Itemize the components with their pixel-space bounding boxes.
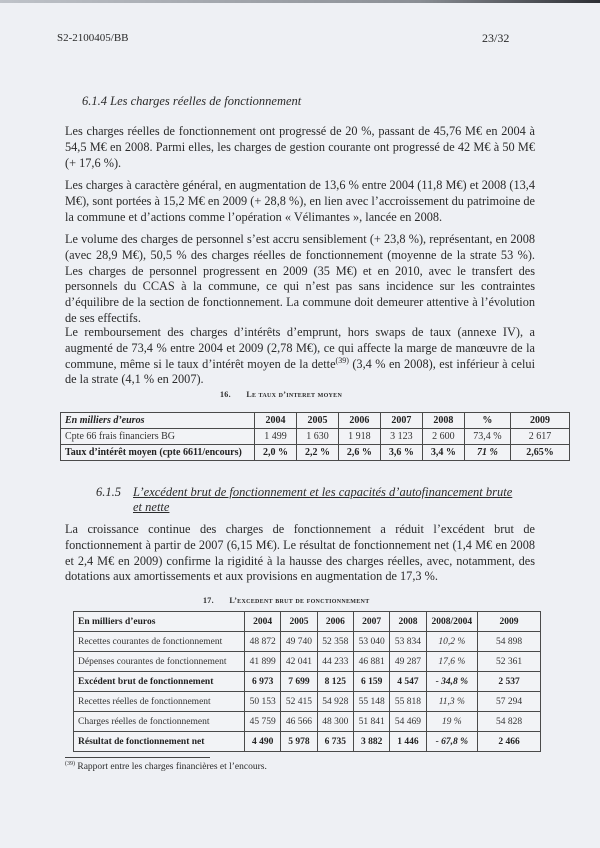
column-header: 2005 [296, 413, 338, 429]
footnote [65, 762, 267, 772]
table-row [74, 712, 541, 732]
table-number: 16. [220, 390, 231, 399]
table-row [61, 445, 570, 461]
column-header: % [464, 413, 510, 429]
column-header: 2006 [317, 612, 353, 632]
table-cell: 57 294 [478, 692, 541, 712]
paragraph: Le volume des charges de personnel s’est accru sensiblement (+ 23,8 %), représentant, en 2008 (avec 28,9 M€), 50,5 % des charges réelles de fonctionnement (moyenne de la strate 53 %). Les charges de personnel progressent en 2009 (35 M€) et en 2010, avec le transfert des personnels du CCAS à la commune, ce qui n’est pas sans incidence sur les contraintes d’équilibre de la section de fonctionnement. La commune doit demeurer attentive à l’évolution de ses effectifs. [65, 232, 535, 325]
footnote-text: Rapport entre les charges financières et l’encours. [77, 762, 267, 772]
column-header: 2008/2004 [426, 612, 477, 632]
section-title-continued: et nette [133, 500, 170, 514]
table-cell: 7 699 [281, 672, 317, 692]
table-cell: 55 148 [353, 692, 389, 712]
table-cell: 1 630 [296, 429, 338, 445]
table-cell: 45 759 [245, 712, 281, 732]
table-header-row [61, 413, 570, 429]
section-number: 6.1.5 [96, 485, 121, 499]
table-cell: 52 358 [317, 632, 353, 652]
table-cell: - 34,8 % [426, 672, 477, 692]
table-title: L’excedent brut de fonctionnement [229, 596, 370, 605]
table-cell: 46 566 [281, 712, 317, 732]
table-row [74, 732, 541, 752]
table-cell: 1 918 [338, 429, 380, 445]
table-cell: 2,65% [511, 445, 570, 461]
table-cell: 11,3 % [426, 692, 477, 712]
table-cell: 53 834 [390, 632, 426, 652]
document-reference: S2-2100405/BB [57, 32, 129, 44]
table-caption [220, 390, 342, 399]
section-heading-6-1-4: 6.1.4 Les charges réelles de fonctionnement [82, 94, 302, 108]
table-cell: 3,6 % [380, 445, 422, 461]
table-cell: 54 828 [478, 712, 541, 732]
table-cell: 73,4 % [464, 429, 510, 445]
table-row [74, 672, 541, 692]
paragraph-text: Le remboursement des charges d’intérêts d’emprunt, hors swaps de taux (annexe IV), a augmenté de 73,4 % entre 2004 et 2009 (2,78 M€), ce qui affecte la marge de manœuvre de la commune, même si le taux d’intérêt moyen de la dette [65, 325, 535, 371]
table-row [74, 652, 541, 672]
table-cell: 19 % [426, 712, 477, 732]
page-number: 23/32 [482, 31, 510, 45]
table-cell: 2 617 [511, 429, 570, 445]
table-cell: 42 041 [281, 652, 317, 672]
table-cell: 53 040 [353, 632, 389, 652]
table-caption [203, 596, 370, 605]
table-row [74, 632, 541, 652]
table-cell: 3 882 [353, 732, 389, 752]
table-cell: 71 % [464, 445, 510, 461]
table-cell: 2 600 [422, 429, 464, 445]
table-cell: 1 499 [255, 429, 297, 445]
table-row [74, 692, 541, 712]
footnote-separator [65, 757, 210, 758]
table-cell: 54 469 [390, 712, 426, 732]
table-cell: 54 928 [317, 692, 353, 712]
table-header-row [74, 612, 541, 632]
table-cell: 2 537 [478, 672, 541, 692]
table-title: Le taux d’interet moyen [246, 390, 343, 399]
row-label: Dépenses courantes de fonctionnement [74, 652, 245, 672]
column-header: 2008 [422, 413, 464, 429]
table-cell: 8 125 [317, 672, 353, 692]
table-cell: - 67,8 % [426, 732, 477, 752]
table-cell: 50 153 [245, 692, 281, 712]
column-header: En milliers d’euros [61, 413, 255, 429]
column-header: 2004 [255, 413, 297, 429]
footnote-reference[interactable]: (39) [335, 355, 349, 365]
row-label: Cpte 66 frais financiers BG [61, 429, 255, 445]
column-header: 2005 [281, 612, 317, 632]
paragraph: Les charges à caractère général, en augmentation de 13,6 % entre 2004 (11,8 M€) et 2008 (13,4 M€), sont portées à 15,2 M€ en 2009 (+ 28,8 %), en lien avec l’accroissement du patrimoine de la commune et d’actions comme l’opération « Vélimantes », lancée en 2008. [65, 178, 535, 224]
table-cell: 2 466 [478, 732, 541, 752]
interest-rate-table [60, 412, 570, 461]
table-cell: 55 818 [390, 692, 426, 712]
row-label: Taux d’intérêt moyen (cpte 6611/encours) [61, 445, 255, 461]
row-label: Recettes courantes de fonctionnement [74, 632, 245, 652]
column-header: 2008 [390, 612, 426, 632]
table-cell: 46 881 [353, 652, 389, 672]
table-cell: 48 872 [245, 632, 281, 652]
column-header: En milliers d’euros [74, 612, 245, 632]
table-cell: 49 740 [281, 632, 317, 652]
table-cell: 54 898 [478, 632, 541, 652]
table-number: 17. [203, 596, 214, 605]
section-heading-6-1-5 [96, 485, 536, 515]
table-cell: 49 287 [390, 652, 426, 672]
table-cell: 2,2 % [296, 445, 338, 461]
column-header: 2007 [353, 612, 389, 632]
table-row [61, 429, 570, 445]
section-title: L’excédent brut de fonctionnement et les capacités d’autofinancement brute [133, 485, 513, 499]
table-cell: 6 973 [245, 672, 281, 692]
column-header: 2009 [478, 612, 541, 632]
table-cell: 4 547 [390, 672, 426, 692]
table-cell: 6 735 [317, 732, 353, 752]
paragraph: La croissance continue des charges de fonctionnement a réduit l’excédent brut de fonctionnement à partir de 2007 (6,15 M€). Le résultat de fonctionnement net (1,4 M€ en 2008 et 2,4 M€ en 2009) confirme la rigidité à la hausse des charges réelles, avec, notamment, des dotations aux amortissements et aux provisions en augmentation de 17,3 %. [65, 522, 535, 584]
table-cell: 2,6 % [338, 445, 380, 461]
table-cell: 51 841 [353, 712, 389, 732]
table-cell: 3 123 [380, 429, 422, 445]
table-cell: 6 159 [353, 672, 389, 692]
row-label: Excédent brut de fonctionnement [74, 672, 245, 692]
table-cell: 3,4 % [422, 445, 464, 461]
table-cell: 2,0 % [255, 445, 297, 461]
table-cell: 10,2 % [426, 632, 477, 652]
column-header: 2009 [511, 413, 570, 429]
table-cell: 41 899 [245, 652, 281, 672]
paragraph-text: (3,4 % en 2008), est inférieur à celui de la strate (4,1 % en 2007). [65, 356, 535, 387]
table-cell: 44 233 [317, 652, 353, 672]
table-cell: 52 361 [478, 652, 541, 672]
table-cell: 17,6 % [426, 652, 477, 672]
row-label: Charges réelles de fonctionnement [74, 712, 245, 732]
gross-operating-surplus-table [73, 611, 541, 752]
row-label: Résultat de fonctionnement net [74, 732, 245, 752]
table-cell: 1 446 [390, 732, 426, 752]
paragraph [65, 325, 535, 388]
table-cell: 5 978 [281, 732, 317, 752]
column-header: 2006 [338, 413, 380, 429]
row-label: Recettes réelles de fonctionnement [74, 692, 245, 712]
paragraph: Les charges réelles de fonctionnement ont progressé de 20 %, passant de 45,76 M€ en 2004 à 54,5 M€ en 2008. Parmi elles, les charges de gestion courante ont progressé de 42 M€ à 50 M€ (+ 17,6 %). [65, 124, 535, 170]
table-cell: 52 415 [281, 692, 317, 712]
footnote-marker: (39) [65, 760, 75, 767]
table-cell: 4 490 [245, 732, 281, 752]
table-cell: 48 300 [317, 712, 353, 732]
column-header: 2007 [380, 413, 422, 429]
column-header: 2004 [245, 612, 281, 632]
